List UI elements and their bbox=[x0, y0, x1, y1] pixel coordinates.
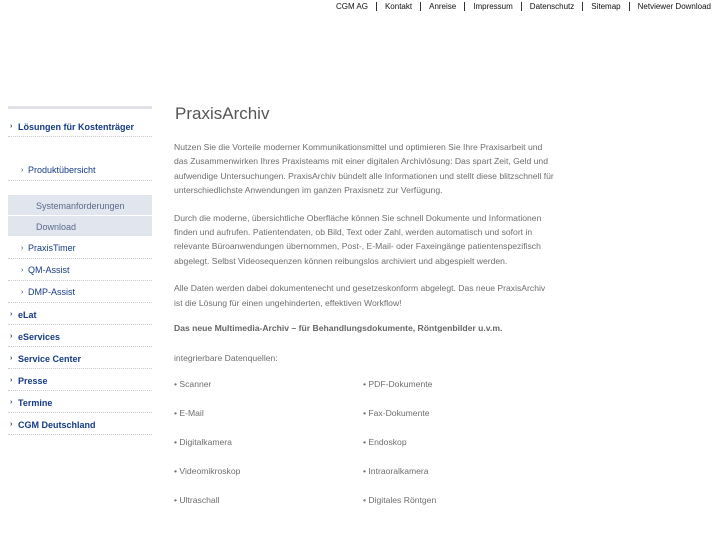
chevron-right-icon: › bbox=[10, 355, 13, 362]
sidebar-item-termine[interactable] bbox=[8, 391, 152, 413]
chevron-right-icon: › bbox=[10, 333, 13, 340]
sidebar-item-label: eLat bbox=[18, 310, 37, 320]
sidebar-divider bbox=[8, 106, 152, 109]
intro-paragraph: Nutzen Sie die Vorteile moderner Kommunikationsmittel und optimieren Sie Ihre Praxisarbeit und das Zusammenwirken Ihres Praxisteams mit einer digitalen Archivlösung: Das spart Zeit, Geld und aufwendige Untersuchungen. PraxisArchiv bündelt alle Informationen und stellt diese blitzschnell für unterschiedlichste Anwendungen im ganzen Praxisnetz zur Verfügung. bbox=[174, 142, 554, 196]
sidebar-item-qm-assist[interactable] bbox=[8, 259, 152, 281]
sidebar-gap bbox=[8, 137, 152, 159]
sidebar-item-service-center[interactable] bbox=[8, 347, 152, 369]
sidebar-item-label: Service Center bbox=[18, 354, 82, 364]
sidebar-gap bbox=[8, 181, 152, 195]
highlight-heading: Das neue Multimedia-Archiv – für Behandlungsdokumente, Röntgenbilder u.v.m. bbox=[174, 323, 503, 334]
page-title: PraxisArchiv bbox=[175, 104, 270, 123]
sidebar-item-produktuebersicht[interactable] bbox=[8, 159, 152, 181]
list-item: • Scanner bbox=[174, 379, 212, 390]
list-item: • Digitalkamera bbox=[174, 437, 232, 448]
chevron-right-icon: › bbox=[21, 167, 24, 174]
top-navigation bbox=[336, 0, 719, 13]
chevron-right-icon: › bbox=[10, 377, 13, 384]
list-item: • PDF-Dokumente bbox=[363, 379, 433, 390]
nav-anreise[interactable]: Anreise bbox=[420, 2, 464, 11]
sidebar-item-download[interactable]: Download bbox=[8, 216, 152, 237]
chevron-right-icon: › bbox=[10, 399, 13, 406]
data-sources-list bbox=[174, 379, 554, 505]
chevron-right-icon: › bbox=[21, 289, 24, 296]
list-item: • Digitales Röntgen bbox=[363, 495, 437, 506]
nav-netviewer-download[interactable]: Netviewer Download bbox=[629, 2, 719, 11]
chevron-right-icon: › bbox=[10, 123, 13, 130]
list-item: • E-Mail bbox=[174, 408, 204, 419]
nav-datenschutz[interactable]: Datenschutz bbox=[521, 2, 582, 11]
sidebar-item-label: Presse bbox=[18, 376, 48, 386]
sidebar-item-label: Produktübersicht bbox=[28, 165, 96, 175]
nav-sitemap[interactable]: Sitemap bbox=[582, 2, 628, 11]
sidebar-item-cgm-deutschland[interactable] bbox=[8, 413, 152, 435]
sidebar-item-label: Lösungen für Kostenträger bbox=[18, 122, 135, 132]
sidebar-item-label: Termine bbox=[18, 398, 53, 408]
sidebar-item-eservices[interactable] bbox=[8, 325, 152, 347]
compliance-paragraph: Alle Daten werden dabei dokumentenecht und gesetzeskonform abgelegt. Das neue PraxisArchiv ist die Lösung für einen ungehinderten, effektiven Workflow! bbox=[174, 283, 546, 308]
list-item: • Videomikroskop bbox=[174, 466, 241, 477]
sidebar-item-label: PraxisTimer bbox=[28, 243, 76, 253]
list-item: • Fax-Dokumente bbox=[363, 408, 430, 419]
sources-intro: integrierbare Datenquellen: bbox=[174, 353, 278, 364]
list-item: • Endoskop bbox=[363, 437, 407, 448]
sidebar bbox=[8, 106, 152, 435]
sidebar-item-systemanforderungen[interactable]: Systemanforderungen bbox=[8, 195, 152, 216]
chevron-right-icon: › bbox=[10, 421, 13, 428]
nav-impressum[interactable]: Impressum bbox=[464, 2, 521, 11]
sidebar-item-praxistimer[interactable] bbox=[8, 237, 152, 259]
sidebar-item-label: DMP-Assist bbox=[28, 287, 75, 297]
sidebar-item-label: eServices bbox=[18, 332, 61, 342]
main-content bbox=[174, 100, 554, 505]
sidebar-item-dmp-assist[interactable] bbox=[8, 281, 152, 303]
nav-kontakt[interactable]: Kontakt bbox=[376, 2, 420, 11]
sidebar-item-presse[interactable] bbox=[8, 369, 152, 391]
nav-cgm-ag[interactable]: CGM AG bbox=[335, 2, 368, 11]
chevron-right-icon: › bbox=[10, 311, 13, 318]
sidebar-item-loesungen-kostentraeger[interactable] bbox=[8, 115, 152, 137]
list-item: • Intraoralkamera bbox=[363, 466, 429, 477]
chevron-right-icon: › bbox=[21, 267, 24, 274]
sidebar-item-elat[interactable] bbox=[8, 303, 152, 325]
sidebar-item-label: CGM Deutschland bbox=[18, 420, 96, 430]
chevron-right-icon: › bbox=[21, 245, 24, 252]
features-paragraph: Durch die moderne, übersichtliche Oberfläche können Sie schnell Dokumente und Informationen finden und aufrufen. Patientendaten, ob Bild, Text oder Zahl, werden automatisch und sofort in relevante Büroanwendungen übernommen, Post-, E-Mail- oder Faxeingänge patientenspezifisch abgelegt. Selbst Videosequenzen können reibungslos archiviert und abgespielt werden. bbox=[174, 212, 542, 266]
sidebar-item-label: QM-Assist bbox=[28, 265, 70, 275]
list-item: • Ultraschall bbox=[174, 495, 220, 506]
